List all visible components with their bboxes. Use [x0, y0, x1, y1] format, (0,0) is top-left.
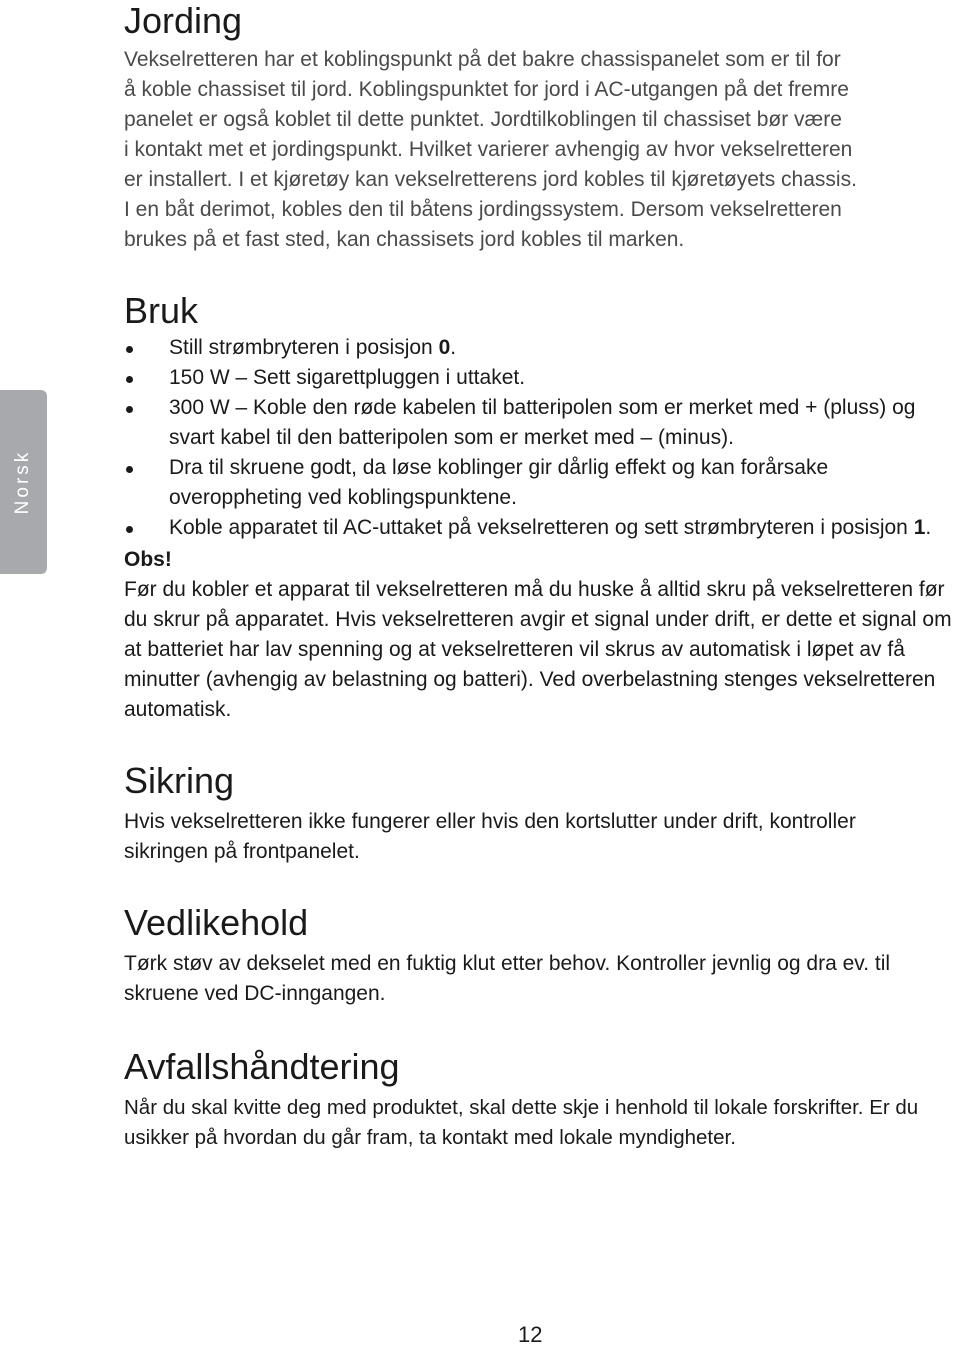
bullet-icon: [126, 526, 133, 533]
sikring-text: Hvis vekselretteren ikke fungerer eller hvis den kortslutter under drift, kontroller sikringen på frontpanelet.: [124, 810, 856, 863]
heading-bruk: Bruk: [124, 290, 199, 331]
obs-label: Obs!: [124, 548, 172, 571]
heading-vedlikehold: Vedlikehold: [124, 902, 309, 943]
jording-line: I en båt derimot, kobles den til båtens jordingssystem. Dersom vekselretteren: [124, 198, 842, 221]
vedlikehold-text: Tørk støv av dekselet med en fuktig klut etter behov. Kontroller jevnlig og dra ev. til skruene ved DC-inngangen.: [124, 952, 891, 1005]
obs-text: Før du kobler et apparat til vekselretteren må du huske å alltid skru på vekselretteren før du skrur på apparatet. Hvis vekselretteren avgir et signal under drift, er dette et signal om at batteriet har lav spenning og at vekselretteren vil skrus av automatisk i løpet av få minutter (avhengig av belastning og batteri). Ved overbelastning stenges vekselretteren automatisk.: [124, 578, 952, 721]
heading-sikring: Sikring: [124, 760, 235, 801]
page-number: 12: [518, 1322, 543, 1347]
section-vedlikehold: [124, 903, 960, 1009]
bruk-item: 300 W – Koble den røde kabelen til batteripolen som er merket med + (pluss) og svart kabel til den batteripolen som er merket med – (minus).: [124, 393, 960, 453]
bruk-item: Koble apparatet til AC-uttaket på vekselretteren og sett strømbryteren i posisjon 1.: [124, 513, 960, 543]
bruk-item: 150 W – Sett sigarettpluggen i uttaket.: [124, 363, 960, 393]
bruk-list: [124, 333, 960, 543]
bullet-icon: [126, 406, 133, 413]
jording-paragraph: [124, 45, 960, 255]
jording-line: brukes på et fast sted, kan chassisets jord kobles til marken.: [124, 228, 685, 251]
bullet-icon: [126, 466, 133, 473]
section-avfall: [124, 1047, 960, 1153]
section-jording: [124, 0, 960, 255]
language-tab-label: Norsk: [12, 449, 33, 515]
bullet-icon: [126, 376, 133, 383]
page-content: [124, 0, 960, 1153]
jording-line: å koble chassiset til jord. Koblingspunktet for jord i AC-utgangen på det fremre: [124, 78, 849, 101]
section-sikring: [124, 761, 960, 867]
section-bruk: [124, 291, 960, 725]
bruk-item: Dra til skruene godt, da løse koblinger gir dårlig effekt og kan forårsake overoppheting ved koblingspunktene.: [124, 453, 960, 513]
jording-line: Vekselretteren har et koblingspunkt på det bakre chassispanelet som er til for: [124, 48, 841, 71]
bruk-item: Still strømbryteren i posisjon 0.: [124, 333, 960, 363]
heading-jording: Jording: [124, 0, 243, 41]
jording-line: er installert. I et kjøretøy kan vekselretterens jord kobles til kjøretøyets chassis.: [124, 168, 857, 191]
avfall-text: Når du skal kvitte deg med produktet, skal dette skje i henhold til lokale forskrifter. Er du usikker på hvordan du går fram, ta kontakt med lokale myndigheter.: [124, 1096, 919, 1149]
jording-line: i kontakt met et jordingspunkt. Hvilket varierer avhengig av hvor vekselretteren: [124, 138, 853, 161]
bullet-icon: [126, 346, 133, 353]
jording-line: panelet er også koblet til dette punktet. Jordtilkoblingen til chassiset bør være: [124, 108, 842, 131]
heading-avfall: Avfallshåndtering: [124, 1046, 400, 1087]
